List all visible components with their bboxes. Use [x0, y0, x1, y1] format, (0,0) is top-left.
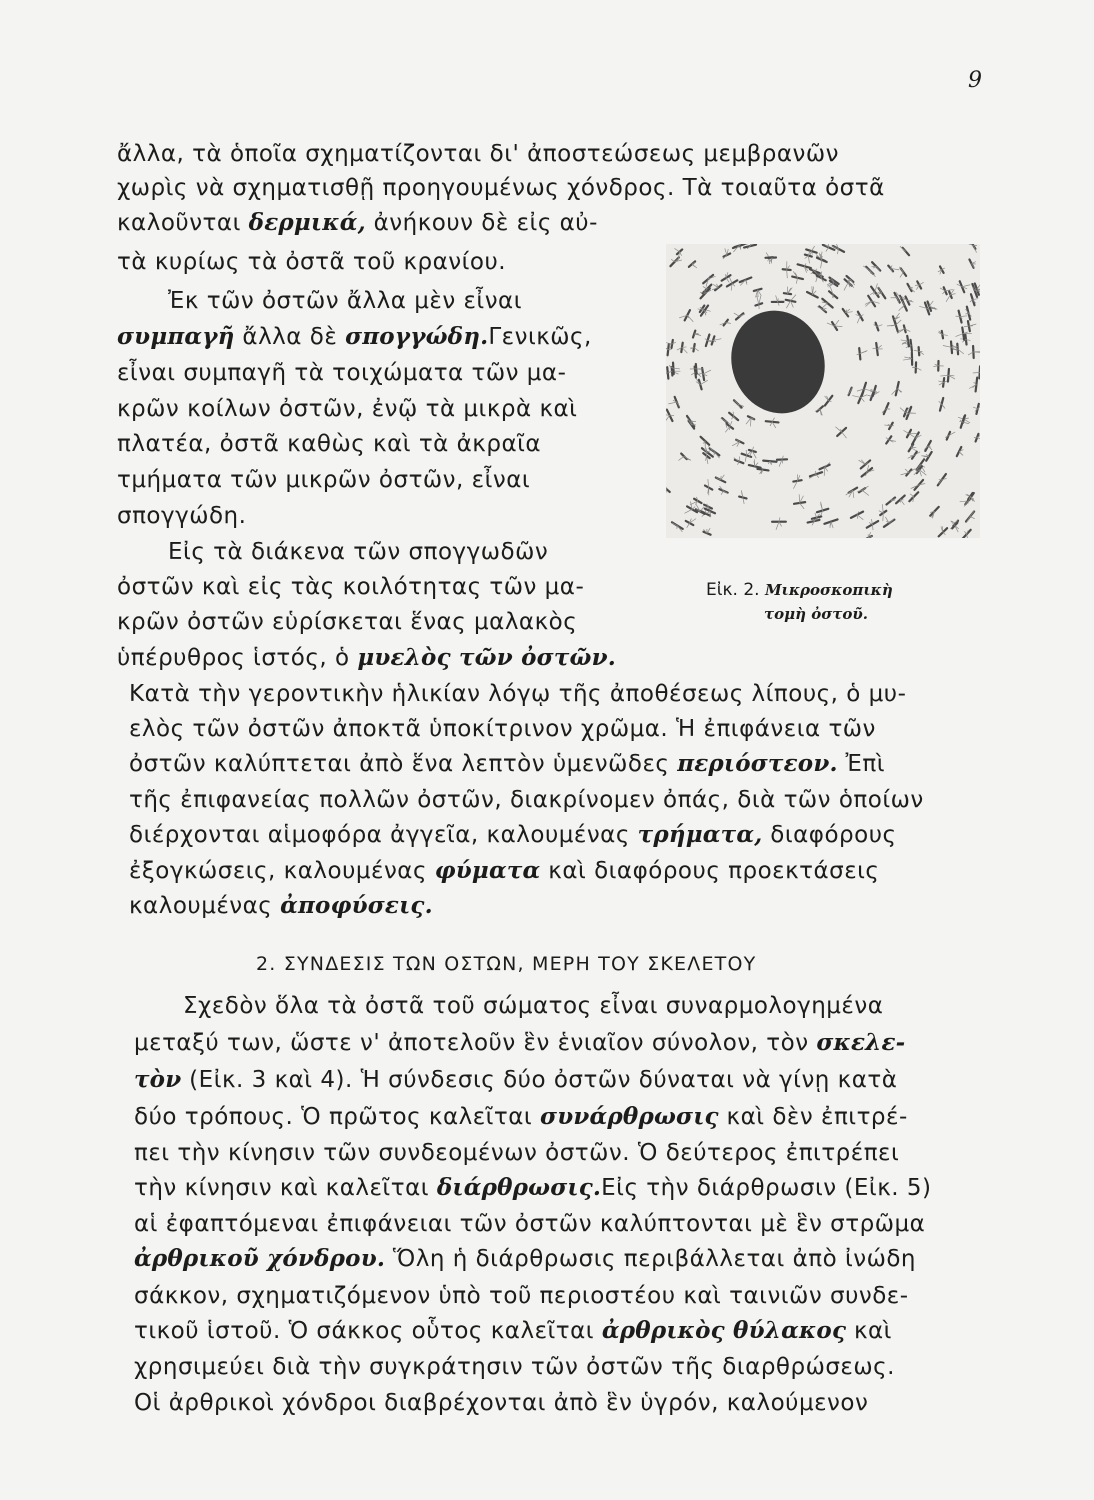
text-run: μεταξύ των, ὥστε ν' ἀποτελοῦν ἓν ἑνιαῖον σύνολον, τὸν: [134, 1030, 817, 1056]
text-line: [134, 1101, 908, 1133]
caption-line: [706, 602, 1006, 626]
text-run: ὀστῶν καλύπτεται ἀπὸ ἕνα λεπτὸν ὑμενῶδες: [129, 751, 678, 777]
emphasis-term: μυελὸς τῶν ὀστῶν.: [357, 644, 616, 671]
text-run: δύο τρόπους. Ὁ πρῶτος καλεῖται: [134, 1104, 541, 1130]
text-run: διέρχονται αἱμοφόρα ἀγγεῖα, καλουμένας: [129, 822, 638, 848]
text-run: ἀνήκουν δὲ εἰς αὐ-: [365, 210, 598, 236]
text-line: πει τὴν κίνησιν τῶν συνδεομένων ὀστῶν. Ὁ δεύτερος ἐπιτρέπει: [134, 1140, 900, 1166]
text-run: Ἐπὶ: [837, 751, 885, 777]
text-line: Σχεδὸν ὅλα τὰ ὀστᾶ τοῦ σώματος εἶναι συναρμολογημένα: [183, 993, 884, 1019]
emphasis-term: διάρθρωσις.: [436, 1174, 602, 1201]
text-run: καὶ: [846, 1318, 892, 1344]
text-run: ἄλλα δὲ: [234, 324, 346, 350]
text-line: [134, 1172, 932, 1204]
text-run: τὴν κίνησιν καὶ καλεῖται: [134, 1175, 437, 1201]
text-line: τμήματα τῶν μικρῶν ὀστῶν, εἶναι: [117, 467, 531, 493]
text-line: Οἱ ἀρθρικοὶ χόνδροι διαβρέχονται ἀπὸ ἓν ὑγρόν, καλούμενον: [134, 1390, 869, 1416]
text-line: Κατὰ τὴν γεροντικὴν ἡλικίαν λόγῳ τῆς ἀποθέσεως λίπους, ὁ μυ-: [129, 681, 907, 707]
text-line: ελὸς τῶν ὀστῶν ἀποκτᾶ ὑποκίτρινον χρῶμα. Ἡ ἐπιφάνεια τῶν: [129, 716, 876, 742]
emphasis-term: συνάρθρωσις: [540, 1103, 719, 1130]
text-line: κρῶν ὀστῶν εὑρίσκεται ἕνας μαλακὸς: [117, 609, 578, 635]
text-line: χρησιμεύει διὰ τὴν συγκράτησιν τῶν ὀστῶν τῆς διαρθρώσεως.: [134, 1354, 895, 1380]
text-line: [129, 890, 433, 922]
emphasis-term: φύματα: [434, 857, 541, 884]
text-line: τὰ κυρίως τὰ ὀστᾶ τοῦ κρανίου.: [117, 249, 507, 275]
emphasis-term: τὸν: [134, 1066, 182, 1093]
text-line: χωρὶς νὰ σχηματισθῇ προηγουμένως χόνδρος. Τὰ τοιαῦτα ὀστᾶ: [117, 175, 885, 201]
text-line: ὀστῶν καὶ εἰς τὰς κοιλότητας τῶν μα-: [117, 574, 585, 600]
text-run: διαφόρους: [762, 822, 897, 848]
figure-background: [666, 244, 980, 538]
text-run: Γενικῶς,: [488, 324, 592, 350]
section-heading: 2. ΣΥΝΔΕΣΙΣ ΤΩΝ ΟΣΤΩΝ, ΜΕΡΗ ΤΟΥ ΣΚΕΛΕΤΟΥ: [256, 953, 757, 975]
text-run: καλοῦνται: [117, 210, 249, 236]
text-run: Εἰς τὴν διάρθρωσιν (Εἰκ. 5): [601, 1175, 932, 1201]
text-line: [117, 207, 598, 239]
text-line: αἱ ἐφαπτόμεναι ἐπιφάνειαι τῶν ὀστῶν καλύπτονται μὲ ἓν στρῶμα: [134, 1211, 926, 1237]
figure-label: Εἰκ. 2.: [706, 580, 760, 600]
figure-caption: [706, 578, 1006, 626]
text-line: [134, 1064, 897, 1096]
text-line: Ἐκ τῶν ὀστῶν ἄλλα μὲν εἶναι: [168, 288, 522, 314]
text-line: [117, 321, 592, 353]
text-line: [134, 1027, 905, 1059]
text-line: [129, 748, 885, 780]
text-line: [129, 819, 897, 851]
text-line: [117, 642, 616, 674]
text-run: (Εἰκ. 3 καὶ 4). Ἡ σύνδεσις δύο ὀστῶν δύναται νὰ γίνῃ κατὰ: [181, 1067, 898, 1093]
caption-title: Μικροσκοπικὴ: [764, 581, 893, 599]
text-line: [134, 1243, 916, 1275]
text-line: σάκκον, σχηματιζόμενον ὑπὸ τοῦ περιοστέου καὶ ταινιῶν συνδε-: [134, 1283, 909, 1309]
emphasis-term: ἀρθρικὸς θύλακος: [601, 1317, 847, 1344]
text-line: [134, 1315, 892, 1347]
text-run: καλουμένας: [129, 893, 281, 919]
emphasis-term: σκελε-: [816, 1029, 906, 1056]
emphasis-term: τρήματα,: [637, 821, 763, 848]
bone-section-illustration: [666, 244, 980, 538]
text-line: σπογγώδη.: [117, 503, 247, 529]
text-line: [129, 855, 879, 887]
emphasis-term: ἀποφύσεις.: [280, 892, 433, 919]
caption-subtitle: τομὴ ὀστοῦ.: [764, 605, 868, 623]
text-line: εἶναι συμπαγῆ τὰ τοιχώματα τῶν μα-: [117, 360, 567, 386]
text-run: ὑπέρυθρος ἱστός, ὁ: [117, 645, 358, 671]
emphasis-term: ἀρθρικοῦ χόνδρου.: [134, 1245, 386, 1272]
text-line: πλατέα, ὀστᾶ καθὼς καὶ τὰ ἀκραῖα: [117, 431, 542, 457]
page-number: 9: [968, 68, 982, 93]
microscopic-bone-section-figure: [666, 244, 980, 538]
text-line: ἄλλα, τὰ ὁποῖα σχηματίζονται δι' ἀποστεώσεως μεμβρανῶν: [117, 141, 839, 167]
text-run: Ὅλη ἡ διάρθρωσις περιβάλλεται ἀπὸ ἰνώδη: [385, 1246, 916, 1272]
text-line: τῆς ἐπιφανείας πολλῶν ὀστῶν, διακρίνομεν ὀπάς, διὰ τῶν ὁποίων: [129, 787, 924, 813]
text-run: τικοῦ ἱστοῦ. Ὁ σάκκος οὗτος καλεῖται: [134, 1318, 602, 1344]
emphasis-term: περιόστεον.: [677, 750, 838, 777]
caption-line: [706, 578, 1006, 602]
emphasis-term: συμπαγῆ: [117, 323, 235, 350]
text-run: ἐξογκώσεις, καλουμένας: [129, 858, 435, 884]
emphasis-term: δερμικά,: [248, 209, 366, 236]
text-line: Εἰς τὰ διάκενα τῶν σπογγωδῶν: [168, 539, 549, 565]
text-line: κρῶν κοίλων ὀστῶν, ἐνῷ τὰ μικρὰ καὶ: [117, 396, 578, 422]
text-run: καὶ δὲν ἐπιτρέ-: [718, 1104, 908, 1130]
text-run: καὶ διαφόρους προεκτάσεις: [540, 858, 880, 884]
emphasis-term: σπογγώδη.: [345, 323, 489, 350]
